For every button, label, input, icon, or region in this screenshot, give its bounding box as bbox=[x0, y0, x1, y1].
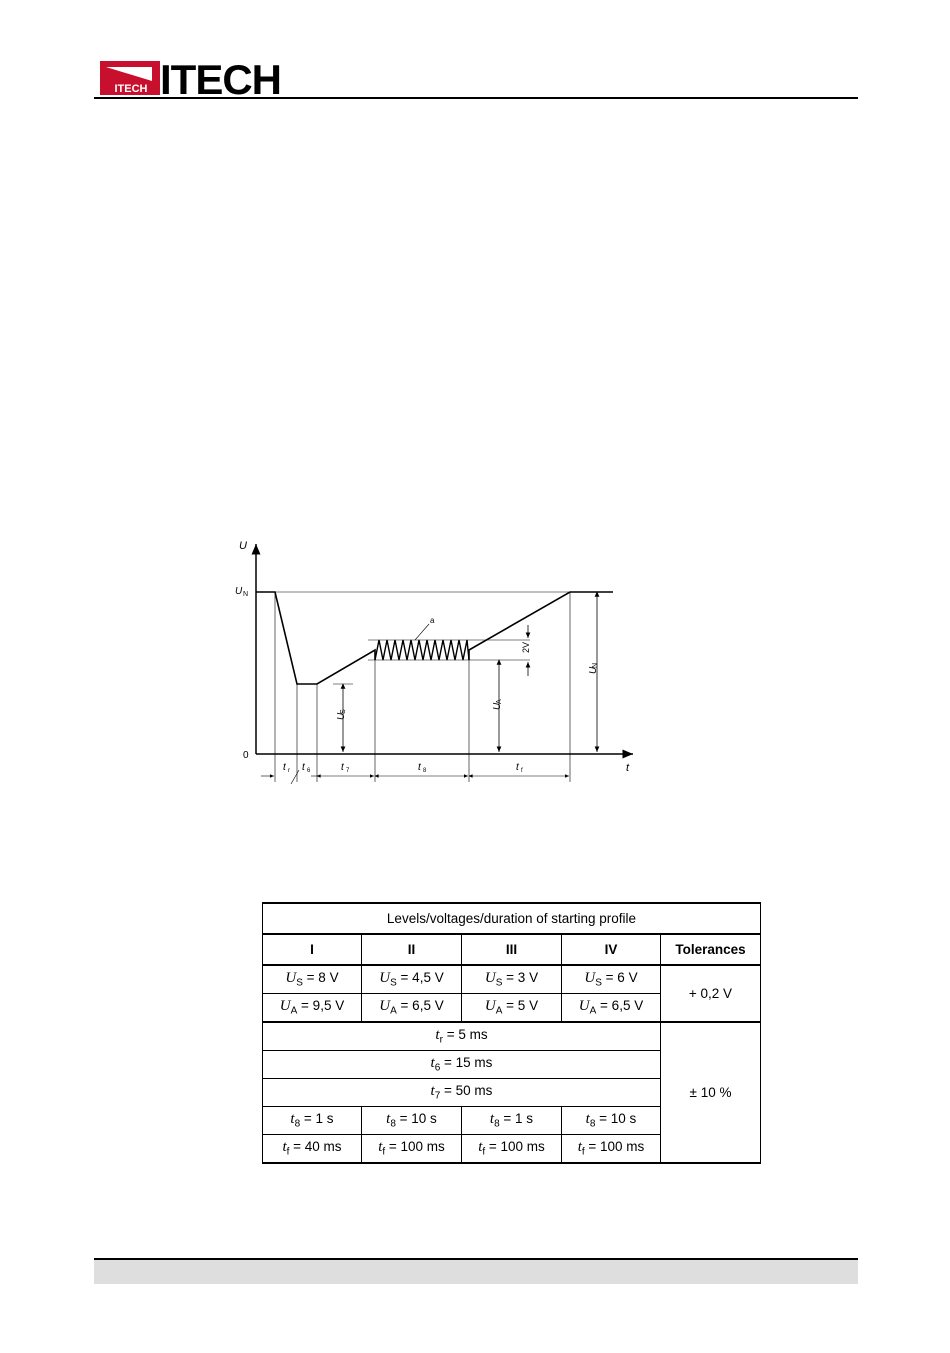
value: = 9,5 V bbox=[297, 998, 345, 1014]
symbol: t bbox=[577, 1139, 582, 1156]
symbol: U bbox=[578, 998, 590, 1015]
logo-text: ITECH bbox=[160, 56, 281, 97]
col-header-tolerances: Tolerances bbox=[661, 934, 761, 965]
symbol: t bbox=[435, 1027, 440, 1044]
symbol-sub: 8 bbox=[294, 1118, 301, 1130]
t6-slash bbox=[291, 770, 299, 784]
diagram-svg bbox=[225, 532, 645, 792]
footer-band bbox=[94, 1260, 858, 1284]
value: = 5 V bbox=[502, 998, 539, 1014]
symbol-sub: 6 bbox=[434, 1062, 441, 1074]
value: = 40 ms bbox=[289, 1139, 342, 1155]
value: = 1 s bbox=[300, 1111, 334, 1127]
t8-cell bbox=[562, 1107, 661, 1135]
time-tolerance: ± 10 % bbox=[661, 1022, 761, 1163]
col-header-iv: IV bbox=[562, 934, 661, 965]
col-header-iii: III bbox=[462, 934, 562, 965]
starting-profile-diagram bbox=[225, 532, 645, 797]
symbol-sub: 8 bbox=[390, 1118, 396, 1130]
tf-cell bbox=[362, 1135, 462, 1164]
t8-cell bbox=[462, 1107, 562, 1135]
tf-label: t bbox=[516, 762, 519, 773]
symbol-sub: A bbox=[390, 1005, 397, 1017]
un-level-sub: N bbox=[243, 591, 249, 598]
symbol: U bbox=[584, 970, 596, 987]
table-header-row bbox=[263, 934, 761, 965]
symbol-sub: r bbox=[439, 1034, 443, 1046]
t6-cell bbox=[263, 1051, 661, 1079]
symbol: t bbox=[430, 1055, 435, 1072]
tf-cell bbox=[462, 1135, 562, 1164]
value: = 10 s bbox=[595, 1111, 637, 1127]
value: = 5 ms bbox=[442, 1027, 488, 1043]
t7-label: t bbox=[341, 762, 344, 773]
itech-logo bbox=[100, 55, 300, 97]
ua-sub: A bbox=[496, 699, 503, 704]
us-sub: S bbox=[340, 709, 347, 714]
page-header bbox=[94, 52, 858, 100]
symbol: U bbox=[279, 998, 291, 1015]
symbol: t bbox=[282, 1139, 287, 1156]
symbol-sub: f bbox=[482, 1146, 486, 1158]
value: = 6,5 V bbox=[596, 998, 644, 1014]
symbol: U bbox=[379, 998, 391, 1015]
t6-sub: 6 bbox=[307, 768, 311, 774]
col-header-i: I bbox=[263, 934, 362, 965]
t7-sub: 7 bbox=[346, 768, 350, 774]
t7-cell bbox=[263, 1079, 661, 1107]
symbol-sub: f bbox=[286, 1146, 290, 1158]
tf-cell bbox=[263, 1135, 362, 1164]
us-cell bbox=[462, 965, 562, 994]
y-axis-label: U bbox=[239, 540, 247, 552]
symbol-sub: S bbox=[390, 977, 397, 989]
symbol-sub: A bbox=[290, 1005, 298, 1017]
symbol-sub: S bbox=[296, 977, 303, 989]
t6-label: t bbox=[302, 762, 305, 773]
value: = 6,5 V bbox=[396, 998, 444, 1014]
tr-label: t bbox=[283, 762, 286, 773]
value: = 8 V bbox=[302, 970, 339, 986]
recovery-waveform bbox=[469, 592, 613, 660]
table-title: Levels/voltages/duration of starting profile bbox=[263, 903, 761, 934]
symbol-sub: 8 bbox=[589, 1118, 596, 1130]
symbol-sub: f bbox=[382, 1146, 386, 1158]
value: = 50 ms bbox=[440, 1083, 493, 1099]
ua-cell bbox=[562, 994, 661, 1023]
ua-label: U bbox=[492, 702, 503, 710]
t8-cell bbox=[263, 1107, 362, 1135]
header-divider bbox=[94, 97, 858, 99]
col-header-ii: II bbox=[362, 934, 462, 965]
value: = 6 V bbox=[601, 970, 638, 986]
symbol-sub: 8 bbox=[494, 1118, 500, 1130]
ripple-label: 2V bbox=[521, 641, 531, 653]
us-cell bbox=[263, 965, 362, 994]
symbol: t bbox=[585, 1111, 590, 1128]
value: = 100 ms bbox=[385, 1139, 445, 1155]
table-row bbox=[263, 1022, 761, 1051]
value: = 4,5 V bbox=[396, 970, 444, 986]
symbol: U bbox=[379, 970, 391, 987]
value: = 3 V bbox=[502, 970, 539, 986]
ua-cell bbox=[263, 994, 362, 1023]
symbol: U bbox=[484, 998, 496, 1015]
tf-cell bbox=[562, 1135, 661, 1164]
symbol: U bbox=[484, 970, 496, 987]
ua-cell bbox=[462, 994, 562, 1023]
value: = 100 ms bbox=[584, 1139, 645, 1155]
voltage-waveform bbox=[256, 592, 375, 684]
t8-label: t bbox=[418, 762, 421, 773]
note-leader bbox=[415, 624, 429, 640]
symbol: t bbox=[290, 1111, 295, 1128]
symbol: t bbox=[478, 1139, 483, 1156]
us-cell bbox=[362, 965, 462, 994]
symbol: U bbox=[285, 970, 297, 987]
symbol: t bbox=[378, 1139, 383, 1156]
value: = 1 s bbox=[499, 1111, 534, 1127]
tr-sub: r bbox=[288, 768, 290, 774]
un-right-label: U bbox=[588, 666, 599, 674]
value: = 10 s bbox=[395, 1111, 437, 1127]
ua-cell bbox=[362, 994, 462, 1023]
x-axis-label: t bbox=[626, 762, 630, 774]
symbol-sub: S bbox=[495, 977, 503, 989]
symbol: t bbox=[430, 1083, 435, 1100]
symbol-sub: A bbox=[495, 1005, 503, 1017]
table-row bbox=[263, 965, 761, 994]
starting-profile-table bbox=[262, 902, 761, 1164]
value: = 15 ms bbox=[440, 1055, 493, 1071]
zero-label: 0 bbox=[243, 750, 249, 761]
symbol: t bbox=[489, 1111, 495, 1128]
value: = 100 ms bbox=[485, 1139, 545, 1155]
un-right-sub: N bbox=[592, 662, 599, 668]
voltage-tolerance: + 0,2 V bbox=[661, 965, 761, 1022]
tr-cell bbox=[263, 1022, 661, 1051]
un-level-label: U bbox=[235, 586, 243, 597]
symbol-sub: f bbox=[581, 1146, 585, 1158]
note-label: a bbox=[430, 616, 435, 625]
tf-sub: f bbox=[521, 768, 523, 774]
t8-sub: 8 bbox=[423, 768, 427, 774]
table-title-row bbox=[263, 903, 761, 934]
ripple-waveform bbox=[375, 640, 469, 660]
us-label: U bbox=[336, 712, 347, 720]
symbol-sub: 7 bbox=[434, 1090, 441, 1102]
t8-cell bbox=[362, 1107, 462, 1135]
symbol: t bbox=[386, 1111, 391, 1128]
symbol-sub: A bbox=[589, 1005, 597, 1017]
logo-small-text: ITECH bbox=[114, 83, 148, 95]
symbol-sub: S bbox=[595, 977, 602, 989]
us-cell bbox=[562, 965, 661, 994]
